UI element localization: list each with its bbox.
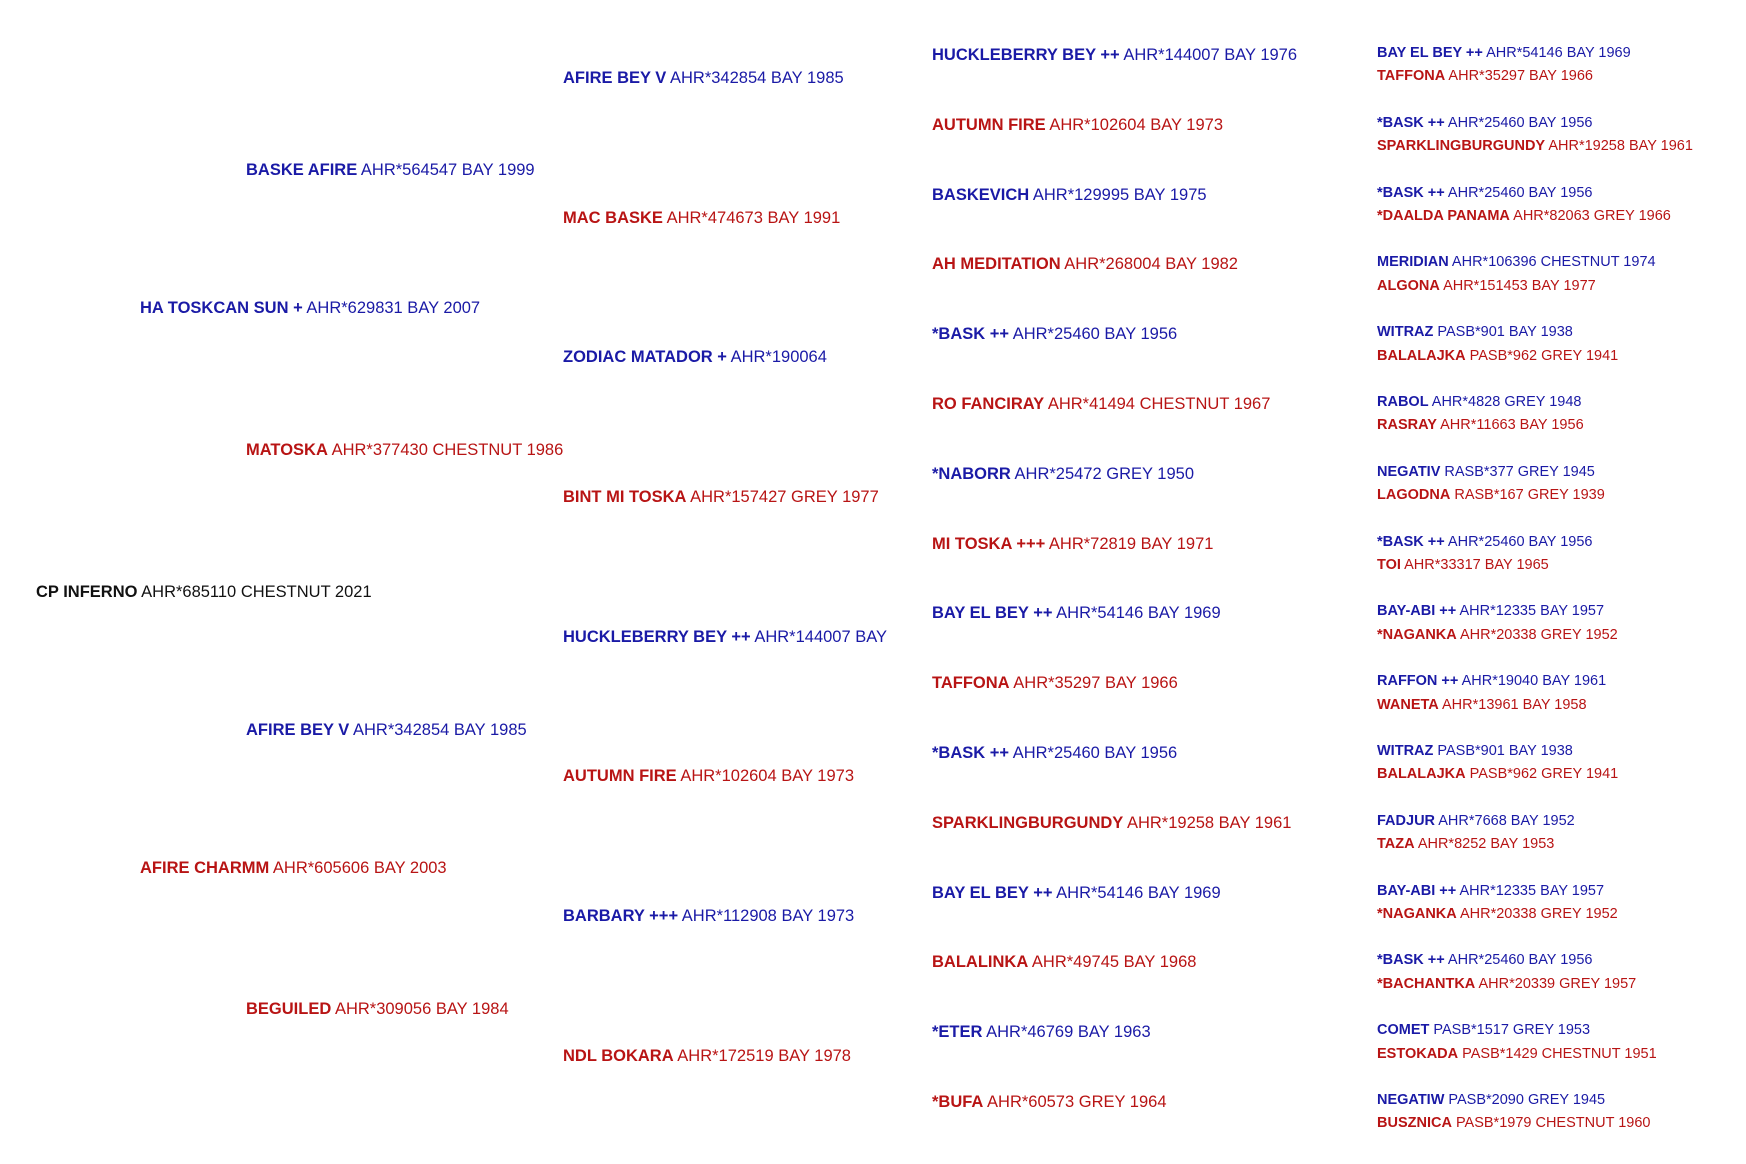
gen4-ancestor-entry [932,954,1196,971]
horse-name: *BASK ++ [932,744,1010,762]
horse-registration: AHR*685110 CHESTNUT 2021 [137,583,372,601]
subject-horse [36,584,372,601]
horse-name: BASKE AFIRE [246,161,358,179]
horse-registration: AHR*20338 GREY 1952 [1456,626,1618,643]
gen5-ancestor-entry [1377,558,1549,573]
horse-name: AUTUMN FIRE [932,115,1046,134]
gen4-ancestor-entry [932,605,1221,622]
horse-registration: AHR*190064 [726,348,827,366]
horse-registration: AHR*25460 BAY 1956 [1009,325,1178,344]
horse-name: BAY-ABI ++ [1377,882,1457,899]
horse-name: NEGATIW [1377,1092,1445,1108]
horse-registration: AHR*342854 BAY 1985 [349,721,527,739]
gen5-ancestor-entry [1377,395,1581,410]
gen4-ancestor-entry [932,815,1291,832]
horse-registration: AHR*72819 BAY 1971 [1045,534,1214,553]
horse-registration: AHR*41494 CHESTNUT 1967 [1044,395,1271,413]
horse-registration: AHR*112908 BAY 1973 [678,907,855,925]
gen5-ancestor-entry [1377,418,1584,433]
horse-name: TAFFONA [1377,68,1446,85]
horse-name: *BASK ++ [1377,952,1445,969]
horse-name: *NAGANKA [1377,905,1457,922]
gen5-ancestor-entry [1377,46,1631,61]
horse-registration: AHR*25460 BAY 1956 [1444,114,1593,131]
grandparent-entry [246,442,563,459]
gen5-ancestor-entry [1377,953,1593,968]
horse-name: COMET [1377,1022,1430,1039]
sire-entry [140,300,480,317]
horse-name: *BASK ++ [1377,114,1445,131]
horse-registration: AHR*157427 GREY 1977 [686,488,879,506]
horse-name: BINT MI TOSKA [563,488,687,506]
horse-registration: AHR*564547 BAY 1999 [357,161,535,179]
gen5-ancestor-entry [1377,255,1656,270]
horse-registration: AHR*172519 BAY 1978 [673,1047,851,1065]
horse-registration: AHR*144007 BAY [750,628,888,646]
horse-name: *ETER [932,1023,983,1042]
gen4-ancestor-entry [932,256,1238,273]
horse-registration: PASB*901 BAY 1938 [1433,324,1573,341]
horse-name: RASRAY [1377,417,1437,434]
gen5-ancestor-entry [1377,465,1595,480]
horse-name: AFIRE BEY V [563,69,667,87]
gen5-ancestor-entry [1377,186,1593,201]
horse-name: BALALINKA [932,953,1029,972]
horse-registration: AHR*342854 BAY 1985 [666,69,844,87]
gen4-ancestor-entry [932,1024,1151,1041]
horse-registration: AHR*82063 GREY 1966 [1509,207,1671,224]
horse-name: BAY EL BEY ++ [1377,45,1483,61]
horse-name: *BASK ++ [1377,184,1445,201]
horse-registration: AHR*60573 GREY 1964 [983,1093,1167,1111]
gen5-ancestor-entry [1377,628,1618,643]
horse-registration: AHR*54146 BAY 1969 [1052,883,1221,902]
gen5-ancestor-entry [1377,977,1636,992]
horse-name: ESTOKADA [1377,1045,1459,1062]
gen5-ancestor-entry [1377,139,1693,154]
horse-name: *BASK ++ [932,325,1010,344]
horse-registration: AHR*46769 BAY 1963 [982,1023,1151,1042]
horse-registration: AHR*12335 BAY 1957 [1456,882,1605,899]
horse-registration: AHR*11663 BAY 1956 [1436,417,1584,434]
horse-registration: AHR*19258 BAY 1961 [1545,138,1693,155]
horse-name: *NAGANKA [1377,626,1457,643]
gen4-ancestor-entry [932,187,1207,204]
horse-name: WITRAZ [1377,743,1434,759]
horse-registration: AHR*25460 BAY 1956 [1444,184,1593,201]
gen5-ancestor-entry [1377,1116,1650,1131]
horse-registration: AHR*102604 BAY 1973 [1045,115,1224,134]
gen4-ancestor-entry [932,745,1177,762]
horse-name: BUSZNICA [1377,1115,1452,1132]
horse-name: TOI [1377,556,1401,573]
grandparent-entry [246,162,535,179]
gen5-ancestor-entry [1377,604,1604,619]
horse-registration: AHR*474673 BAY 1991 [662,209,841,227]
gen5-ancestor-entry [1377,837,1554,852]
gen4-ancestor-entry [932,326,1177,343]
gen5-ancestor-entry [1377,349,1618,364]
great-grandparent-entry [563,768,854,785]
horse-name: TAZA [1377,836,1415,853]
gen4-ancestor-entry [932,536,1213,553]
gen5-ancestor-entry [1377,1023,1590,1038]
horse-registration: AHR*35297 BAY 1966 [1009,674,1178,693]
great-grandparent-entry [563,489,879,506]
gen5-ancestor-entry [1377,1047,1657,1062]
horse-registration: PASB*2090 GREY 1945 [1444,1092,1606,1108]
gen5-ancestor-entry [1377,69,1593,84]
horse-name: RAFFON ++ [1377,673,1459,690]
gen5-ancestor-entry [1377,1093,1605,1108]
horse-name: ZODIAC MATADOR + [563,348,727,366]
horse-registration: AHR*54146 BAY 1969 [1482,45,1631,61]
horse-registration: RASB*167 GREY 1939 [1450,487,1605,504]
horse-name: HA TOSKCAN SUN + [140,299,303,317]
horse-name: *NABORR [932,464,1011,483]
horse-name: *BACHANTKA [1377,975,1476,992]
gen5-ancestor-entry [1377,116,1593,131]
horse-name: BALALAJKA [1377,766,1466,783]
horse-name: MI TOSKA +++ [932,534,1046,553]
gen5-ancestor-entry [1377,767,1618,782]
grandparent-entry [246,1001,509,1018]
horse-name: WANETA [1377,696,1439,713]
horse-name: BASKEVICH [932,185,1030,204]
gen5-ancestor-entry [1377,907,1618,922]
horse-registration: AHR*54146 BAY 1969 [1052,604,1221,623]
horse-name: SPARKLINGBURGUNDY [932,813,1124,832]
horse-name: BAY EL BEY ++ [932,604,1053,623]
horse-registration: AHR*8252 BAY 1953 [1414,836,1555,853]
horse-name: NEGATIV [1377,463,1441,480]
grandparent-entry [246,722,527,739]
horse-name: SPARKLINGBURGUNDY [1377,138,1546,155]
horse-registration: AHR*268004 BAY 1982 [1060,255,1238,274]
gen5-ancestor-entry [1377,814,1575,829]
horse-name: HUCKLEBERRY BEY ++ [563,628,751,646]
gen5-ancestor-entry [1377,325,1573,340]
horse-name: TAFFONA [932,674,1010,693]
gen4-ancestor-entry [932,117,1223,134]
horse-registration: AHR*19258 BAY 1961 [1123,813,1292,832]
gen5-ancestor-entry [1377,279,1596,294]
horse-name: BARBARY +++ [563,907,679,925]
gen5-ancestor-entry [1377,884,1604,899]
horse-name: *DAALDA PANAMA [1377,207,1510,224]
horse-name: AFIRE BEY V [246,721,350,739]
gen5-ancestor-entry [1377,488,1605,503]
horse-registration: AHR*12335 BAY 1957 [1456,603,1605,620]
great-grandparent-entry [563,629,887,646]
horse-name: WITRAZ [1377,324,1434,341]
horse-registration: AHR*25460 BAY 1956 [1444,952,1593,969]
horse-registration: PASB*962 GREY 1941 [1465,766,1619,783]
gen5-ancestor-entry [1377,674,1606,689]
gen4-ancestor-entry [932,47,1297,64]
great-grandparent-entry [563,210,840,227]
horse-name: RO FANCIRAY [932,395,1045,413]
horse-registration: AHR*309056 BAY 1984 [331,1000,509,1018]
gen5-ancestor-entry [1377,535,1593,550]
horse-registration: AHR*102604 BAY 1973 [676,767,855,785]
great-grandparent-entry [563,349,827,366]
great-grandparent-entry [563,70,844,87]
horse-registration: AHR*13961 BAY 1958 [1438,696,1587,713]
horse-name: MERIDIAN [1377,254,1449,271]
horse-name: LAGODNA [1377,487,1451,504]
horse-name: BAY EL BEY ++ [932,883,1053,902]
horse-registration: AHR*151453 BAY 1977 [1439,277,1596,294]
horse-name: HUCKLEBERRY BEY ++ [932,46,1120,64]
horse-name: RABOL [1377,394,1429,410]
gen4-ancestor-entry [932,396,1270,413]
horse-name: FADJUR [1377,812,1436,829]
horse-registration: AHR*377430 CHESTNUT 1986 [327,441,564,459]
horse-name: AH MEDITATION [932,255,1061,274]
horse-name: ALGONA [1377,277,1440,294]
horse-name: BALALAJKA [1377,347,1466,364]
horse-registration: PASB*901 BAY 1938 [1433,743,1573,759]
horse-registration: AHR*20339 GREY 1957 [1475,975,1637,992]
gen5-ancestor-entry [1377,744,1573,759]
horse-registration: AHR*106396 CHESTNUT 1974 [1448,254,1656,271]
gen5-ancestor-entry [1377,209,1671,224]
gen4-ancestor-entry [932,1094,1167,1111]
horse-registration: PASB*1979 CHESTNUT 1960 [1451,1115,1651,1132]
great-grandparent-entry [563,1048,851,1065]
horse-registration: AHR*33317 BAY 1965 [1400,556,1549,573]
horse-registration: AHR*20338 GREY 1952 [1456,905,1618,922]
horse-name: MATOSKA [246,441,328,459]
horse-registration: AHR*4828 GREY 1948 [1428,394,1582,410]
gen4-ancestor-entry [932,675,1178,692]
gen4-ancestor-entry [932,466,1194,483]
horse-registration: PASB*1429 CHESTNUT 1951 [1458,1045,1657,1062]
horse-name: NDL BOKARA [563,1047,674,1065]
horse-registration: AHR*144007 BAY 1976 [1119,46,1298,64]
horse-registration: PASB*962 GREY 1941 [1465,347,1619,364]
horse-name: *BUFA [932,1093,984,1111]
dam-entry [140,860,447,877]
horse-registration: AHR*629831 BAY 2007 [302,299,481,317]
horse-name: MAC BASKE [563,209,663,227]
horse-registration: AHR*129995 BAY 1975 [1029,185,1207,204]
great-grandparent-entry [563,908,854,925]
horse-registration: AHR*25460 BAY 1956 [1009,744,1178,762]
horse-registration: AHR*605606 BAY 2003 [269,859,447,877]
horse-registration: AHR*25460 BAY 1956 [1444,533,1593,550]
horse-registration: AHR*35297 BAY 1966 [1445,68,1593,85]
horse-registration: AHR*49745 BAY 1968 [1028,953,1197,972]
horse-registration: AHR*25472 GREY 1950 [1010,464,1194,483]
horse-registration: AHR*7668 BAY 1952 [1435,812,1575,829]
horse-name: BEGUILED [246,1000,332,1018]
horse-name: *BASK ++ [1377,533,1445,550]
horse-name: AUTUMN FIRE [563,767,677,785]
gen5-ancestor-entry [1377,698,1587,713]
horse-registration: RASB*377 GREY 1945 [1440,463,1595,480]
gen4-ancestor-entry [932,885,1221,902]
horse-name: BAY-ABI ++ [1377,603,1457,620]
horse-name: AFIRE CHARMM [140,859,270,877]
horse-registration: AHR*19040 BAY 1961 [1458,673,1607,690]
horse-name: CP INFERNO [36,583,138,601]
horse-registration: PASB*1517 GREY 1953 [1429,1022,1591,1039]
